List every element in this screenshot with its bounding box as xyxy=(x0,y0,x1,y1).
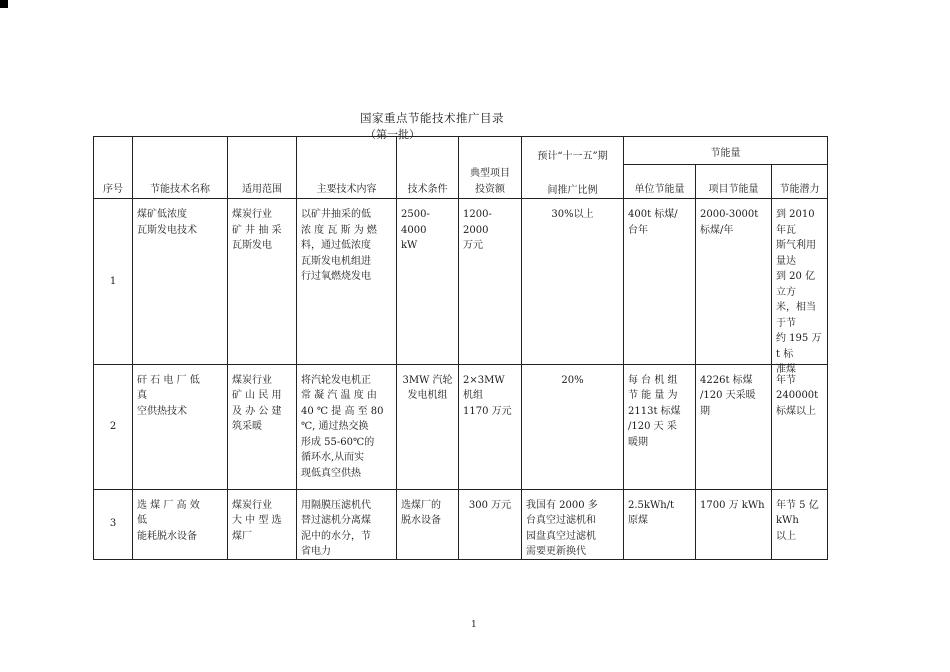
project-savings-cell xyxy=(696,489,772,559)
potential-text xyxy=(776,207,823,378)
conditions-line: 选煤厂的 xyxy=(401,499,441,511)
scope-cell xyxy=(228,489,297,559)
unit-savings-line: 400t 标煤/ xyxy=(628,209,678,220)
content-line: 循环水,从而实 xyxy=(301,452,365,463)
investment-line: 300 万元 xyxy=(468,499,512,511)
scope-line: 大 中 型 选 xyxy=(232,515,282,526)
header-name: 节能技术名称 xyxy=(133,137,228,199)
tech-name-cell xyxy=(133,364,228,489)
content-line: 常 凝 汽 温 度 由 xyxy=(301,390,377,401)
potential-cell xyxy=(772,489,828,559)
header-content: 主要技术内容 xyxy=(297,137,397,199)
scope-cell xyxy=(228,364,297,489)
scope-cell xyxy=(228,199,297,365)
table-row xyxy=(94,199,828,365)
conditions-line: kW xyxy=(401,240,418,251)
unit-savings-cell xyxy=(624,364,696,489)
content-line: 行过氧燃烧发电 xyxy=(301,271,371,282)
content-line: 省电力 xyxy=(301,546,331,557)
content-line: 料，通过低浓度 xyxy=(301,240,371,251)
ratio-line: 20% xyxy=(561,374,584,386)
header-investment-line2: 投资额 xyxy=(475,183,505,195)
content-text xyxy=(301,373,392,482)
document-subtitle: （第一批） xyxy=(365,128,420,141)
header-ratio-line1: 预计“十一五”期 xyxy=(537,151,608,162)
investment-line: 万元 xyxy=(463,240,483,251)
project-savings-line: 4226t 标煤 xyxy=(700,374,753,386)
conditions-line: 2500-4000 xyxy=(401,209,430,236)
scope-line: 煤炭行业 xyxy=(232,374,272,386)
unit-savings-line: 2113t 标煤 xyxy=(628,405,681,417)
project-savings-line: 2000-3000t xyxy=(700,209,759,220)
potential-line: 准煤 xyxy=(776,364,796,375)
page-number: 1 xyxy=(471,620,477,630)
investment-cell xyxy=(459,364,522,489)
potential-line: 年节 240000t xyxy=(776,374,819,401)
project-savings-line: 1700 万 kWh xyxy=(700,499,765,511)
investment-cell xyxy=(459,489,522,559)
content-line: 瓦斯发电机组进 xyxy=(301,255,371,267)
ratio-line: 30%以上 xyxy=(551,209,594,220)
tech-name-cell xyxy=(133,199,228,365)
ratio-line: 我国有 2000 多 xyxy=(526,499,598,511)
unit-savings-line: /120 天 采 xyxy=(628,421,677,432)
scope-line: 瓦斯发电 xyxy=(232,240,272,251)
unit-savings-line: 台年 xyxy=(628,224,648,236)
investment-line: 1200-2000 xyxy=(463,209,492,236)
project-savings-cell xyxy=(696,364,772,489)
tech-name-line: 瓦斯发电技术 xyxy=(137,224,197,236)
conditions-line: 发电机组 xyxy=(407,390,448,401)
project-savings-cell xyxy=(696,199,772,365)
content-line: 以矿井抽采的低 xyxy=(301,209,371,220)
content-line: 形成 55-60℃的 xyxy=(301,436,375,448)
conditions-cell xyxy=(397,489,459,559)
header-ratio-line2: 间推广比例 xyxy=(547,184,598,196)
technology-catalog-table xyxy=(93,136,828,560)
scope-line: 筑采暖 xyxy=(232,421,262,432)
content-cell xyxy=(297,364,397,489)
document-title: 国家重点节能技术推广目录 xyxy=(360,111,504,125)
project-savings-line: 期 xyxy=(700,405,710,417)
header-savings-group: 节能量 xyxy=(624,137,828,165)
conditions-line: 脱水设备 xyxy=(401,515,441,526)
potential-line: 年节 5 亿 kWh xyxy=(776,499,819,526)
unit-savings-line: 每 台 机 组 xyxy=(628,374,678,386)
project-savings-line: /120 天采暖 xyxy=(700,390,756,401)
conditions-cell xyxy=(397,364,459,489)
potential-cell xyxy=(772,364,828,489)
ratio-cell xyxy=(522,199,624,365)
scope-line: 煤炭行业 xyxy=(232,209,272,220)
potential-line: 米，相当于节 xyxy=(776,302,816,329)
content-line: 浓 度 瓦 斯 为 燃 xyxy=(301,224,377,236)
unit-savings-line: 原煤 xyxy=(628,515,648,526)
header-scope: 适用范围 xyxy=(228,137,297,199)
tech-name-line: 空供热技术 xyxy=(137,405,187,417)
scope-line: 及 办 公 建 xyxy=(232,405,282,417)
tech-name-cell xyxy=(133,489,228,559)
tech-name-line: 矸 石 电 厂 低 xyxy=(137,374,200,386)
potential-line: 以上 xyxy=(776,530,796,542)
content-line: 将汽轮发电机正 xyxy=(301,374,371,386)
scope-line: 煤厂 xyxy=(232,530,252,542)
row-index: 1 xyxy=(94,199,133,365)
potential-line: 约 195 万 t 标 xyxy=(776,333,822,360)
ratio-text xyxy=(526,498,619,560)
investment-cell xyxy=(459,199,522,365)
unit-savings-line: 节 能 量 为 xyxy=(628,390,678,401)
scope-line: 矿 井 抽 采 xyxy=(232,224,282,236)
content-line: 用隔膜压滤机代 xyxy=(301,499,371,511)
unit-savings-cell xyxy=(624,489,696,559)
header-conditions: 技术条件 xyxy=(397,137,459,199)
tech-name-line: 低 xyxy=(137,515,147,526)
header-potential: 节能潜力 xyxy=(772,164,828,198)
content-line: 现低真空供热 xyxy=(301,467,361,479)
conditions-cell xyxy=(397,199,459,365)
table-row xyxy=(94,364,828,489)
unit-savings-line: 2.5kWh/t xyxy=(628,499,675,511)
table-row xyxy=(94,489,828,559)
header-investment-line1: 典型项目 xyxy=(470,168,510,179)
content-cell xyxy=(297,199,397,365)
project-savings-line: 标煤/年 xyxy=(700,224,734,236)
content-line: 泥中的水分，节 xyxy=(301,530,371,542)
potential-line: 到 2010 年瓦 xyxy=(776,209,815,236)
content-text xyxy=(301,498,392,560)
unit-savings-line: 暖期 xyxy=(628,436,648,448)
scope-line: 矿 山 民 用 xyxy=(232,390,282,401)
row-index: 3 xyxy=(94,489,133,559)
content-line: 40 ℃ 提 高 至 80 xyxy=(301,405,384,417)
ratio-line: 需要更新换代 xyxy=(526,546,586,557)
content-line: ℃, 通过热交换 xyxy=(301,421,369,432)
ratio-line: 园盘真空过滤机 xyxy=(526,530,596,542)
potential-line: 斯气利用量达 xyxy=(776,240,816,267)
header-ratio xyxy=(522,137,624,199)
ratio-cell xyxy=(522,489,624,559)
ratio-line: 台真空过滤机和 xyxy=(526,515,596,526)
header-row-top xyxy=(94,137,828,165)
potential-line: 标煤以上 xyxy=(776,405,816,417)
row-index: 2 xyxy=(94,364,133,489)
ratio-cell xyxy=(522,364,624,489)
header-unit-savings: 单位节能量 xyxy=(624,164,696,198)
tech-name-line: 选 煤 厂 高 效 xyxy=(137,499,200,511)
header-investment xyxy=(459,137,522,199)
content-cell xyxy=(297,489,397,559)
corner-mark xyxy=(0,0,8,8)
header-index: 序号 xyxy=(94,137,133,199)
tech-name-line: 能耗脱水设备 xyxy=(137,530,197,542)
investment-line: 2×3MW 机组 xyxy=(463,374,505,401)
tech-name-line: 真 xyxy=(137,390,147,401)
unit-savings-cell xyxy=(624,199,696,365)
tech-name-line: 煤矿低浓度 xyxy=(137,209,187,220)
scope-line: 煤炭行业 xyxy=(232,499,272,511)
potential-line: 到 20 亿立方 xyxy=(776,271,816,298)
investment-line: 1170 万元 xyxy=(463,405,512,417)
content-line: 替过滤机分离煤 xyxy=(301,515,371,526)
header-project-savings: 项目节能量 xyxy=(696,164,772,198)
conditions-line: 3MW 汽轮 xyxy=(402,374,453,386)
potential-cell xyxy=(772,199,828,375)
